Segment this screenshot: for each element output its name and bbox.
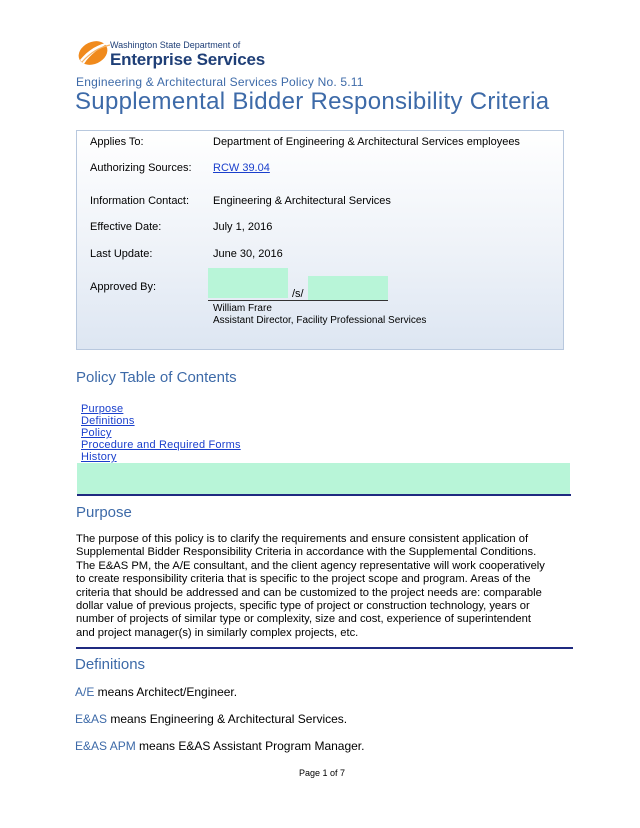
applies-to-value: Department of Engineering & Architectural Services employees: [213, 136, 520, 148]
policy-number: Engineering & Architectural Services Policy No. 5.11: [76, 75, 364, 89]
purpose-line: The purpose of this policy is to clarify the requirements and ensure consistent application of: [76, 533, 529, 545]
definition-item: [75, 739, 364, 753]
section-divider: [77, 494, 571, 496]
toc-link-policy[interactable]: Policy: [81, 427, 112, 439]
purpose-heading: Purpose: [76, 504, 132, 521]
signature-line: [208, 300, 388, 301]
purpose-paragraph: [76, 533, 566, 640]
approved-label: Approved By:: [90, 281, 157, 293]
rcw-link[interactable]: RCW 39.04: [213, 162, 270, 174]
definition-term: A/E: [75, 685, 95, 699]
page-number: Page 1 of 7: [299, 768, 346, 778]
signature-field-right[interactable]: [308, 276, 388, 300]
definition-item: [75, 712, 347, 726]
update-value: June 30, 2016: [213, 248, 283, 260]
purpose-line: dollar value of previous projects, specific type of project or construction technology, years or: [76, 600, 530, 613]
purpose-line: Supplemental Bidder Responsibility Criteria in accordance with the Supplemental Conditions.: [76, 546, 537, 559]
definition-term: E&AS: [75, 712, 108, 726]
org-line1: Washington State Department of: [110, 40, 241, 50]
definition-text: means E&AS Assistant Program Manager.: [135, 739, 365, 753]
purpose-line: and project manager(s) in similarly complex projects, etc.: [76, 626, 359, 639]
definition-text: means Architect/Engineer.: [94, 685, 238, 699]
contact-label: Information Contact:: [90, 195, 190, 207]
definition-text: means Engineering & Architectural Services.: [107, 712, 348, 726]
definition-item: [75, 685, 237, 699]
page-title: Supplemental Bidder Responsibility Criteria: [75, 88, 550, 115]
purpose-line: criteria that should be addressed and can be customized to the project needs are: comparable: [76, 586, 542, 599]
approver-name: William Frare: [213, 303, 272, 314]
toc-link-purpose[interactable]: Purpose: [81, 403, 124, 415]
toc-link-history[interactable]: History: [81, 451, 117, 463]
signature-mark: /s/: [292, 288, 304, 300]
purpose-line: number of projects of similar type or complexity, size and cost, experience of superintendent: [76, 613, 531, 626]
toc-link-procedure[interactable]: Procedure and Required Forms: [81, 439, 241, 451]
effective-value: July 1, 2016: [213, 221, 273, 233]
definition-term: E&AS APM: [75, 739, 136, 753]
contact-value: Engineering & Architectural Services: [213, 195, 391, 207]
definitions-heading: Definitions: [75, 656, 146, 673]
swoosh-logo-icon: [76, 36, 112, 68]
authorizing-label: Authorizing Sources:: [90, 162, 192, 174]
org-line2: Enterprise Services: [110, 50, 265, 69]
toc-link-definitions[interactable]: Definitions: [81, 415, 135, 427]
effective-label: Effective Date:: [90, 221, 162, 233]
purpose-line: to create responsibility criteria that is specific to the project scope and program. Areas of the: [76, 573, 531, 586]
signature-field-left[interactable]: [208, 268, 288, 298]
toc-heading: Policy Table of Contents: [76, 369, 237, 386]
applies-to-label: Applies To:: [90, 136, 144, 148]
des-logo: [76, 36, 112, 68]
update-label: Last Update:: [90, 248, 153, 260]
highlight-field[interactable]: [77, 463, 570, 494]
section-divider: [76, 647, 573, 649]
approver-title: Assistant Director, Facility Professional Services: [213, 315, 427, 326]
purpose-line: The E&AS PM, the A/E consultant, and the client agency representative will work cooperatively: [76, 559, 545, 572]
